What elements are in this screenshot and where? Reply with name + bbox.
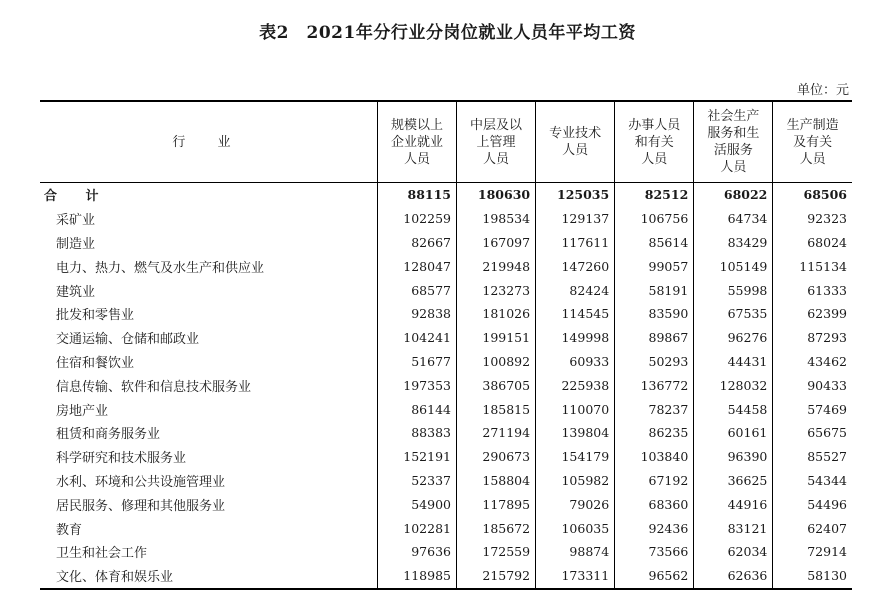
wage-cell: 128047 [377, 254, 456, 278]
wage-cell: 67535 [694, 302, 773, 326]
column-header-5 [694, 101, 773, 183]
wage-cell: 68577 [377, 278, 456, 302]
column-header-2 [457, 101, 536, 183]
wage-cell: 152191 [377, 445, 456, 469]
wage-cell: 117611 [536, 231, 615, 255]
wage-cell: 198534 [457, 207, 536, 231]
wage-cell: 89867 [615, 326, 694, 350]
column-header-line: 生产制造 [786, 117, 839, 133]
wage-cell: 117895 [457, 492, 536, 516]
wage-cell: 199151 [457, 326, 536, 350]
industry-cell: 文化、体育和娱乐业 [40, 564, 377, 589]
wage-cell: 72914 [773, 540, 852, 564]
wage-cell: 98874 [536, 540, 615, 564]
wage-cell: 57469 [773, 397, 852, 421]
column-header-line: 社会生产 [707, 109, 760, 124]
wage-cell: 73566 [615, 540, 694, 564]
column-header-line: 及有关 [793, 134, 833, 150]
wage-cell: 102281 [377, 516, 456, 540]
industry-cell: 水利、环境和公共设施管理业 [56, 474, 226, 490]
table-row [40, 373, 852, 397]
wage-cell: 82512 [615, 183, 694, 207]
wage-cell: 61333 [773, 278, 852, 302]
table-row [40, 492, 852, 516]
header-row [40, 101, 852, 183]
wage-cell: 215792 [457, 564, 536, 589]
wage-cell: 97636 [377, 540, 456, 564]
wage-cell: 100892 [457, 350, 536, 374]
table-row [40, 350, 852, 374]
wage-cell: 67192 [615, 469, 694, 493]
wage-cell: 83121 [694, 516, 773, 540]
column-header-line: 人员 [641, 151, 668, 167]
wage-cell: 114545 [536, 302, 615, 326]
column-header-line: 服务和生 [707, 126, 760, 141]
column-header-line: 人员 [799, 151, 826, 167]
wage-cell: 185815 [457, 397, 536, 421]
wage-cell: 154179 [536, 445, 615, 469]
wage-cell: 54900 [377, 492, 456, 516]
table-row [40, 445, 852, 469]
wage-cell: 136772 [615, 373, 694, 397]
wage-cell: 54458 [694, 397, 773, 421]
industry-cell: 房地产业 [56, 403, 109, 419]
table-row [40, 254, 852, 278]
table-row [40, 516, 852, 540]
wage-cell: 86144 [377, 397, 456, 421]
wage-cell: 62034 [694, 540, 773, 564]
wage-cell: 58191 [615, 278, 694, 302]
wage-cell: 90433 [773, 373, 852, 397]
wage-cell: 115134 [773, 254, 852, 278]
total-row [40, 183, 852, 207]
wage-cell: 36625 [694, 469, 773, 493]
wage-cell: 106035 [536, 516, 615, 540]
wage-cell: 82667 [377, 231, 456, 255]
wage-cell: 105982 [536, 469, 615, 493]
table-row [40, 278, 852, 302]
wage-cell: 62636 [694, 564, 773, 589]
wage-cell: 65675 [773, 421, 852, 445]
industry-cell: 电力、热力、燃气及水生产和供应业 [56, 260, 265, 276]
wage-cell: 185672 [457, 516, 536, 540]
industry-cell: 建筑业 [56, 284, 96, 300]
industry-cell: 卫生和社会工作 [56, 546, 148, 562]
wage-cell: 51677 [377, 350, 456, 374]
wage-cell: 68024 [773, 231, 852, 255]
column-header-line: 人员 [720, 160, 747, 175]
wage-cell: 88383 [377, 421, 456, 445]
wage-cell: 92436 [615, 516, 694, 540]
wage-cell: 92838 [377, 302, 456, 326]
wage-cell: 167097 [457, 231, 536, 255]
wage-cell: 225938 [536, 373, 615, 397]
wage-cell: 68022 [694, 183, 773, 207]
table-title: 表2 2021年分行业分岗位就业人员年平均工资 [259, 23, 636, 43]
column-header-line: 办事人员 [628, 117, 681, 133]
wage-cell: 88115 [377, 183, 456, 207]
wage-cell: 219948 [457, 254, 536, 278]
wage-cell: 197353 [377, 373, 456, 397]
wage-cell: 102259 [377, 207, 456, 231]
table-row [40, 231, 852, 255]
wage-cell: 60161 [694, 421, 773, 445]
wage-cell: 78237 [615, 397, 694, 421]
industry-cell: 批发和零售业 [56, 308, 135, 324]
wage-cell: 96390 [694, 445, 773, 469]
wage-cell: 55998 [694, 278, 773, 302]
column-header-line: 规模以上 [390, 117, 443, 133]
column-header-line: 专业技术 [549, 126, 602, 141]
wage-cell: 68506 [773, 183, 852, 207]
wage-cell: 290673 [457, 445, 536, 469]
column-header-line: 人员 [403, 151, 430, 167]
wage-cell: 139804 [536, 421, 615, 445]
wage-cell: 96276 [694, 326, 773, 350]
table-row [40, 397, 852, 421]
industry-cell: 交通运输、仓储和邮政业 [56, 332, 200, 348]
wage-cell: 172559 [457, 540, 536, 564]
wage-cell: 106756 [615, 207, 694, 231]
column-header-line: 人员 [483, 151, 510, 167]
wage-cell: 103840 [615, 445, 694, 469]
wage-cell: 110070 [536, 397, 615, 421]
table-row [40, 469, 852, 493]
wage-cell: 87293 [773, 326, 852, 350]
column-header-line: 中层及以 [470, 117, 523, 133]
wage-cell: 147260 [536, 254, 615, 278]
wage-cell: 181026 [457, 302, 536, 326]
wage-cell: 180630 [457, 183, 536, 207]
wage-cell: 60933 [536, 350, 615, 374]
wage-cell: 105149 [694, 254, 773, 278]
industry-cell: 科学研究和技术服务业 [56, 451, 187, 467]
table-row [40, 540, 852, 564]
unit-label: 单位：元 [796, 83, 849, 98]
wage-cell: 43462 [773, 350, 852, 374]
wage-cell: 44431 [694, 350, 773, 374]
column-header-line: 行 业 [172, 134, 245, 150]
wage-cell: 79026 [536, 492, 615, 516]
table-row [40, 421, 852, 445]
wage-cell: 54496 [773, 492, 852, 516]
industry-cell: 教育 [56, 522, 83, 538]
table-row [40, 302, 852, 326]
wage-cell: 54344 [773, 469, 852, 493]
table-row [40, 564, 852, 589]
wage-cell: 386705 [457, 373, 536, 397]
table-row [40, 326, 852, 350]
wage-cell: 83429 [694, 231, 773, 255]
industry-cell: 合 计 [44, 189, 111, 205]
table-body [40, 183, 852, 589]
wage-cell: 82424 [536, 278, 615, 302]
wage-cell: 68360 [615, 492, 694, 516]
industry-cell: 制造业 [56, 236, 96, 252]
wage-cell: 104241 [377, 326, 456, 350]
column-header-4 [615, 101, 694, 183]
wage-cell: 123273 [457, 278, 536, 302]
wage-cell: 129137 [536, 207, 615, 231]
industry-cell: 居民服务、修理和其他服务业 [56, 498, 226, 514]
column-header-6 [773, 101, 852, 183]
wage-cell: 92323 [773, 207, 852, 231]
column-header-1 [377, 101, 456, 183]
wage-cell: 58130 [773, 564, 852, 589]
industry-cell: 采矿业 [56, 213, 96, 229]
wage-cell: 64734 [694, 207, 773, 231]
table-row [40, 207, 852, 231]
column-header-industry [40, 101, 377, 183]
column-header-line: 企业就业 [390, 134, 443, 150]
wage-cell: 85614 [615, 231, 694, 255]
wage-cell: 96562 [615, 564, 694, 589]
wage-cell: 99057 [615, 254, 694, 278]
column-header-3 [536, 101, 615, 183]
wage-cell: 62407 [773, 516, 852, 540]
wage-cell: 149998 [536, 326, 615, 350]
wage-cell: 271194 [457, 421, 536, 445]
wage-cell: 125035 [536, 183, 615, 207]
wage-cell: 173311 [536, 564, 615, 589]
industry-cell: 信息传输、软件和信息技术服务业 [56, 379, 252, 395]
wage-cell: 86235 [615, 421, 694, 445]
wage-cell: 128032 [694, 373, 773, 397]
wage-table [40, 100, 852, 590]
wage-cell: 83590 [615, 302, 694, 326]
wage-cell: 158804 [457, 469, 536, 493]
wage-cell: 118985 [377, 564, 456, 589]
column-header-line: 上管理 [476, 134, 516, 150]
wage-cell: 52337 [377, 469, 456, 493]
wage-cell: 62399 [773, 302, 852, 326]
column-header-line: 和有关 [634, 134, 674, 150]
wage-cell: 50293 [615, 350, 694, 374]
column-header-line: 活服务 [713, 143, 753, 158]
wage-cell: 44916 [694, 492, 773, 516]
column-header-line: 人员 [562, 143, 589, 158]
wage-cell: 85527 [773, 445, 852, 469]
industry-cell: 租赁和商务服务业 [56, 427, 161, 443]
industry-cell: 住宿和餐饮业 [56, 355, 135, 371]
